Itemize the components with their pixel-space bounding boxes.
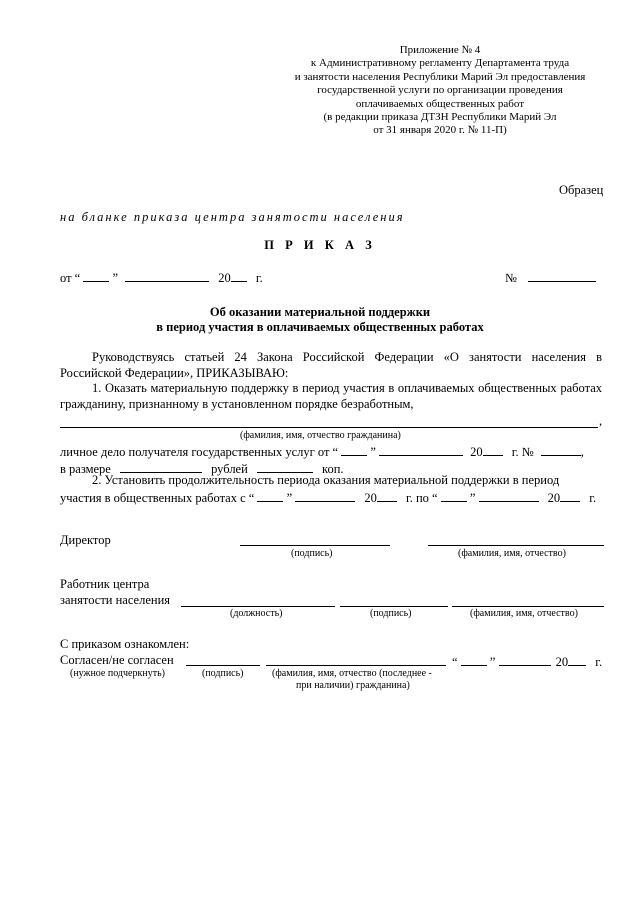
ack-fio-caption-1: (фамилия, имя, отчество (последнее - — [272, 668, 432, 679]
case-quote: ” — [370, 445, 376, 459]
period-end-quote: ” — [469, 491, 476, 505]
period-start-year-field[interactable] — [377, 489, 397, 502]
worker-signature-caption: (подпись) — [370, 608, 412, 619]
worker-signature-field[interactable] — [340, 606, 448, 607]
director-fio-field[interactable] — [428, 545, 604, 546]
header-line: к Административному регламенту Департамента труда — [310, 57, 570, 70]
appendix-header — [280, 44, 600, 138]
kopecks-label: коп. — [322, 462, 344, 476]
ack-line-1: С приказом ознакомлен: — [60, 637, 190, 651]
kopecks-field[interactable] — [257, 460, 313, 473]
director-signature-field[interactable] — [240, 545, 390, 546]
ack-quote-open: “ — [452, 655, 458, 669]
rubles-label: рублей — [211, 462, 248, 476]
month-field[interactable] — [125, 269, 209, 282]
period-end-year-field[interactable] — [560, 489, 580, 502]
fio-caption: (фамилия, имя, отчество гражданина) — [240, 430, 401, 441]
order-number-field[interactable] — [528, 269, 596, 282]
ack-fio-field[interactable] — [266, 665, 446, 666]
case-comma: , — [580, 445, 584, 459]
order-date-line — [60, 269, 263, 286]
case-number-field[interactable] — [541, 443, 581, 456]
ack-year-suffix: г. — [595, 655, 603, 669]
quote-close: ” — [112, 271, 119, 285]
order-number-line — [505, 269, 596, 286]
period-end-year-prefix: 20 — [547, 491, 561, 505]
header-line: от 31 января 2020 г. № 11-П) — [373, 124, 507, 137]
preamble-paragraph: Руководствуясь статьей 24 Закона Российской Федерации «О занятости населения в Российской Федерации», ПРИКАЗЫВАЮ: — [60, 350, 602, 380]
year-suffix: г. — [255, 271, 263, 285]
case-month-field[interactable] — [379, 443, 463, 456]
period-end-year-suffix: г. — [589, 491, 597, 505]
director-signature-caption: (подпись) — [291, 548, 333, 559]
blank-note: на бланке приказа центра занятости населения — [60, 210, 405, 224]
worker-fio-field[interactable] — [452, 606, 604, 607]
year-field[interactable] — [231, 269, 247, 282]
period-start-month-field[interactable] — [295, 489, 355, 502]
header-line: оплачиваемых общественных работ — [355, 97, 525, 110]
header-line: и занятости населения Республики Марий Эл предоставления — [294, 70, 586, 83]
ack-fio-caption-2: при наличии) гражданина) — [296, 680, 410, 691]
case-number-label: г. № — [511, 445, 534, 459]
ack-day-field[interactable] — [461, 653, 487, 666]
personal-case-line — [60, 443, 584, 460]
case-day-field[interactable] — [341, 443, 367, 456]
subject-line-2: в период участия в оплачиваемых общественных работах — [156, 320, 484, 334]
citizen-fio-field[interactable] — [60, 427, 598, 428]
day-field[interactable] — [83, 269, 109, 282]
period-start-quote: ” — [286, 491, 293, 505]
director-label: Директор — [60, 533, 111, 547]
header-line: Приложение № 4 — [399, 44, 481, 56]
item-1-paragraph: 1. Оказать материальную поддержку в период участия в оплачиваемых общественных работах гражданину, признанному в установленном порядке безработным, — [60, 381, 602, 411]
worker-label-2: занятости населения — [60, 593, 171, 607]
header-line: (в редакции приказа ДТЗН Республики Марий Эл — [323, 111, 557, 124]
director-fio-caption: (фамилия, имя, отчество) — [458, 548, 566, 559]
period-to-label: г. по “ — [406, 491, 438, 505]
case-year-prefix: 20 — [470, 445, 483, 459]
ack-year-field[interactable] — [568, 653, 586, 666]
ack-year-prefix: 20 — [555, 655, 569, 669]
item-2-period-line — [60, 489, 596, 506]
item-2-line: 2. Установить продолжительность периода оказания материальной поддержки в период — [92, 473, 560, 487]
number-sign: № — [505, 271, 517, 285]
ack-line-2: Согласен/не согласен — [60, 653, 174, 667]
ack-month-field[interactable] — [499, 653, 551, 666]
ack-underline-caption: (нужное подчеркнуть) — [70, 668, 165, 679]
ack-signature-caption: (подпись) — [202, 668, 244, 679]
worker-fio-caption: (фамилия, имя, отчество) — [470, 608, 578, 619]
period-start-day-field[interactable] — [257, 489, 283, 502]
worker-position-caption: (должность) — [230, 608, 283, 619]
period-end-day-field[interactable] — [441, 489, 467, 502]
period-end-month-field[interactable] — [479, 489, 539, 502]
rubles-field[interactable] — [120, 460, 202, 473]
order-title: П Р И К А З — [264, 238, 376, 252]
period-from-label: участия в общественных работах с “ — [60, 491, 255, 505]
amount-label: в размере — [60, 462, 111, 476]
ack-signature-field[interactable] — [186, 665, 260, 666]
worker-label-1: Работник центра — [60, 577, 150, 591]
sample-label: Образец — [559, 183, 604, 197]
subject-line-1: Об оказании материальной поддержки — [209, 305, 431, 319]
worker-position-field[interactable] — [181, 606, 335, 607]
case-label: личное дело получателя государственных услуг от “ — [60, 445, 339, 459]
period-start-year-prefix: 20 — [364, 491, 377, 505]
header-line: государственной услуги по организации проведения — [317, 84, 563, 97]
ack-date-line — [452, 653, 602, 670]
case-year-field[interactable] — [483, 443, 503, 456]
comma: , — [599, 414, 603, 428]
year-prefix: 20 — [218, 271, 231, 285]
ack-quote-close: ” — [489, 655, 496, 669]
date-from-label: от “ — [60, 271, 81, 285]
